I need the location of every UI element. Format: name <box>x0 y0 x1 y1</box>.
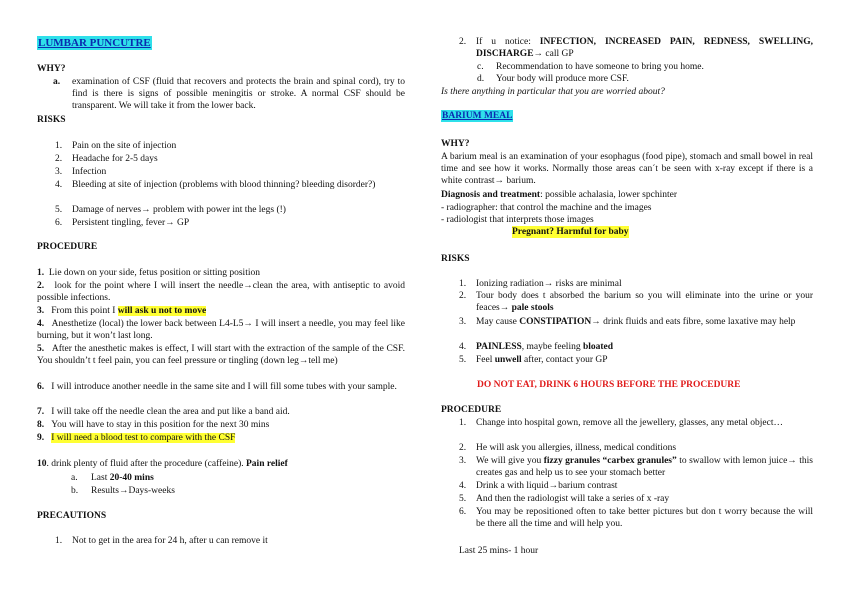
barium-title: BARIUM MEAL <box>442 111 513 121</box>
fasting-warning: DO NOT EAT, DRINK 6 HOURS BEFORE THE PROCEDURE <box>477 380 741 390</box>
barium-why-text: A barium meal is an examination of your esophagus (food pipe), stomach and small bowel in real time and see how it works. Normally those areas can´t be seen with x-ray except if there is a white contrast→ barium. <box>441 152 813 187</box>
step-number: 10 <box>37 459 47 469</box>
barium-risk-item <box>459 290 813 314</box>
risk-number: 4. <box>459 342 467 352</box>
step-number: 3. <box>459 456 467 466</box>
barium-risk-item <box>459 354 813 366</box>
step-text: I will introduce another needle in the same site and I will fill some tubes with your sample. <box>51 382 397 392</box>
step-number: 6. <box>459 507 467 517</box>
lumbar-risks-heading: RISKS <box>37 115 66 125</box>
risk-text: Ionizing radiation→ risks are minimal <box>476 279 622 289</box>
barium-risks-heading: RISKS <box>441 254 470 264</box>
step-text: And then the radiologist will take a series of x -ray <box>476 494 670 504</box>
step-number: 1. <box>459 418 467 428</box>
lumbar-risk-text: Pain on the site of injection <box>72 141 177 151</box>
sub-text: Recommendation to have someone to bring you home. <box>496 62 704 72</box>
lumbar-step-9 <box>37 432 405 444</box>
lumbar-risk-item: 6. Persistent tingling, fever→ GP <box>55 217 405 229</box>
diagnosis-line <box>441 189 677 201</box>
step-text: You will have to stay in this position for the next 30 mins <box>51 420 270 430</box>
step-bold: Pain relief <box>246 459 288 469</box>
lumbar-step-2 <box>37 280 405 304</box>
notice-item <box>459 36 813 60</box>
diagnosis-bold: Diagnosis and treatment <box>441 190 541 200</box>
step-text: Drink a with liquid→barium contrast <box>476 481 618 491</box>
step-number: 6. <box>37 382 45 392</box>
risk-number: 1. <box>459 279 467 289</box>
step-number: 8. <box>37 420 45 430</box>
lumbar-why-item <box>53 76 405 112</box>
notice-number: 2. <box>459 37 467 47</box>
step-text: Lie down on your side, fetus position or sitting position <box>48 268 260 278</box>
step-highlight: I will need a blood test to compare with the CSF <box>51 433 236 443</box>
step-text: Change into hospital gown, remove all the jewellery, glasses, any metal object… <box>476 418 783 428</box>
lumbar-risk-item: 4. Bleeding at site of injection (problems with blood thinning? bleeding disorder?) <box>55 179 405 191</box>
barium-step <box>459 442 813 454</box>
barium-step <box>459 480 813 492</box>
step-text: Anesthetize (local) the lower back between L4-L5→ I will insert a needle, you may feel like burning, but it won’t last long. <box>37 319 405 342</box>
risk-number: 2. <box>459 291 467 301</box>
lumbar-risk-item: 1. Pain on the site of injection <box>55 140 405 152</box>
precaution-item: 1. Not to get in the area for 24 h, after u can remove it <box>55 535 405 547</box>
precaution-text: Not to get in the area for 24 h, after u can remove it <box>72 536 268 546</box>
sub-marker: b. <box>71 486 79 496</box>
sub-bold: 20-40 mins <box>109 473 154 483</box>
step-number: 2. <box>37 281 45 291</box>
barium-procedure-heading: PROCEDURE <box>441 405 502 415</box>
step-number: 5. <box>37 344 45 354</box>
risk-bold: bloated <box>582 342 614 352</box>
step-text: From this point I <box>51 306 118 316</box>
sub-marker: d. <box>477 74 485 84</box>
step-number: 2. <box>459 443 467 453</box>
lumbar-step-10 <box>37 458 405 470</box>
lumbar-procedure-heading: PROCEDURE <box>37 242 98 252</box>
lumbar-risk-item: 2. Headache for 2-5 days <box>55 153 405 165</box>
lumbar-risk-text: Headache for 2-5 days <box>72 154 158 164</box>
lumbar-risk-item: 5. Damage of nerves→ problem with power int the legs (!) <box>55 204 405 216</box>
radiologist-line: - radiologist that interprets those images <box>441 215 594 225</box>
lumbar-step-3 <box>37 305 405 317</box>
risk-text: drink fluids and eats fibre, some laxative may help <box>600 317 796 327</box>
step-text: to swallow with lemon juice→ this creates gas and help us to see your stomach better <box>476 456 813 479</box>
risk-number: 3. <box>459 317 467 327</box>
step-number: 4. <box>37 319 45 329</box>
step-number: 1. <box>37 268 45 278</box>
step-number: 4. <box>459 481 467 491</box>
lumbar-step-4 <box>37 318 405 342</box>
step-number: 5. <box>459 494 467 504</box>
barium-duration: Last 25 mins- 1 hour <box>459 546 539 556</box>
sub-text: Last <box>91 473 110 483</box>
risk-text: Feel <box>476 355 495 365</box>
risk-bold: PAINLESS <box>476 342 522 352</box>
lumbar-risk-text: Infection <box>72 167 107 177</box>
risk-text: Tour body does t absorbed the barium so you will eliminate into the urine or your feaces→ <box>476 291 813 314</box>
barium-step <box>459 455 813 479</box>
step-text: After the anesthetic makes is effect, I will start with the extraction of the sample of the CSF. You shouldn’t t feel pain, you can feel pressure or tingling (down leg→tell me) <box>37 344 405 367</box>
barium-why-heading: WHY? <box>441 139 470 149</box>
risk-bold: CONSTIPATION→ <box>519 317 601 327</box>
pain-relief-sub-a <box>71 472 371 484</box>
sub-text: Your body will produce more CSF. <box>496 74 629 84</box>
lumbar-step-6 <box>37 381 405 393</box>
notice-bold: INFECTION, INCREASED PAIN, REDNESS, SWELLING, DISCHARGE <box>476 37 813 60</box>
barium-step <box>459 417 813 429</box>
lumbar-step-1 <box>37 267 405 279</box>
step-text: I will take off the needle clean the area and put like a band aid. <box>51 407 290 417</box>
sub-marker: c. <box>477 62 484 72</box>
notice-sub-d <box>477 73 797 85</box>
step-highlight: will ask u not to move <box>117 306 207 316</box>
risk-bold: unwell <box>494 355 522 365</box>
lumbar-title: LUMBAR PUNCUTRE <box>38 37 151 49</box>
risk-text: after, contact your GP <box>521 355 608 365</box>
lumbar-risk-item: 3. Infection <box>55 166 405 178</box>
step-number: 3. <box>37 306 45 316</box>
step-number: 7. <box>37 407 45 417</box>
lumbar-risk-text: Damage of nerves→ problem with power int the legs (!) <box>72 205 286 215</box>
pain-relief-sub-b <box>71 485 371 497</box>
barium-risk-item <box>459 278 813 290</box>
barium-step <box>459 493 813 505</box>
lumbar-why-heading: WHY? <box>37 64 66 74</box>
step-text: look for the point where I will insert the needle→clean the area, with antiseptic to avoid possible infections. <box>37 281 406 304</box>
lumbar-why-marker: a. <box>53 77 61 87</box>
notice-lead: If u notice: <box>476 37 540 47</box>
step-text: . drink plenty of fluid after the procedure (caffeine). <box>46 459 246 469</box>
risk-bold: pale stools <box>511 303 554 314</box>
lumbar-why-text: examination of CSF (fluid that recovers and protects the brain and spinal cord), try to find is there is signs of possible meningitis or stroke. A normal CSF should be transparent. We will take it from the lower back. <box>72 77 405 112</box>
barium-risk-item <box>459 316 813 328</box>
sub-text: Results→Days-weeks <box>91 486 175 496</box>
lumbar-step-8 <box>37 419 405 431</box>
worry-question: Is there anything in particular that you are worried about? <box>441 87 665 97</box>
notice-tail: → call GP <box>533 49 574 60</box>
step-text: We will give you <box>476 456 544 466</box>
lumbar-risk-text: Bleeding at site of injection (problems with blood thinning? bleeding disorder?) <box>72 180 376 190</box>
notice-sub-c <box>477 61 797 73</box>
sub-marker: a. <box>71 473 78 483</box>
risk-text: May cause <box>476 317 520 327</box>
step-bold: fizzy granules “carbex granules” <box>543 456 677 466</box>
diagnosis-text: : possible achalasia, lower spchinter <box>540 190 677 200</box>
radiographer-line: - radiographer: that control the machine and the images <box>441 203 652 213</box>
barium-risk-item <box>459 341 813 353</box>
risk-text: , maybe feeling <box>521 342 583 352</box>
step-number: 9. <box>37 433 45 443</box>
risk-number: 5. <box>459 355 467 365</box>
lumbar-risk-text: Persistent tingling, fever→ GP <box>72 218 190 228</box>
step-text: He will ask you allergies, illness, medical conditions <box>476 443 677 453</box>
pregnant-warning: Pregnant? Harmful for baby <box>512 227 629 237</box>
step-text: You may be repositioned often to take better pictures but don t worry because the will be there all the time and will help you. <box>476 507 813 530</box>
precautions-heading: PRECAUTIONS <box>37 511 107 521</box>
barium-step <box>459 506 813 530</box>
lumbar-step-7 <box>37 406 405 418</box>
lumbar-step-5 <box>37 343 405 367</box>
